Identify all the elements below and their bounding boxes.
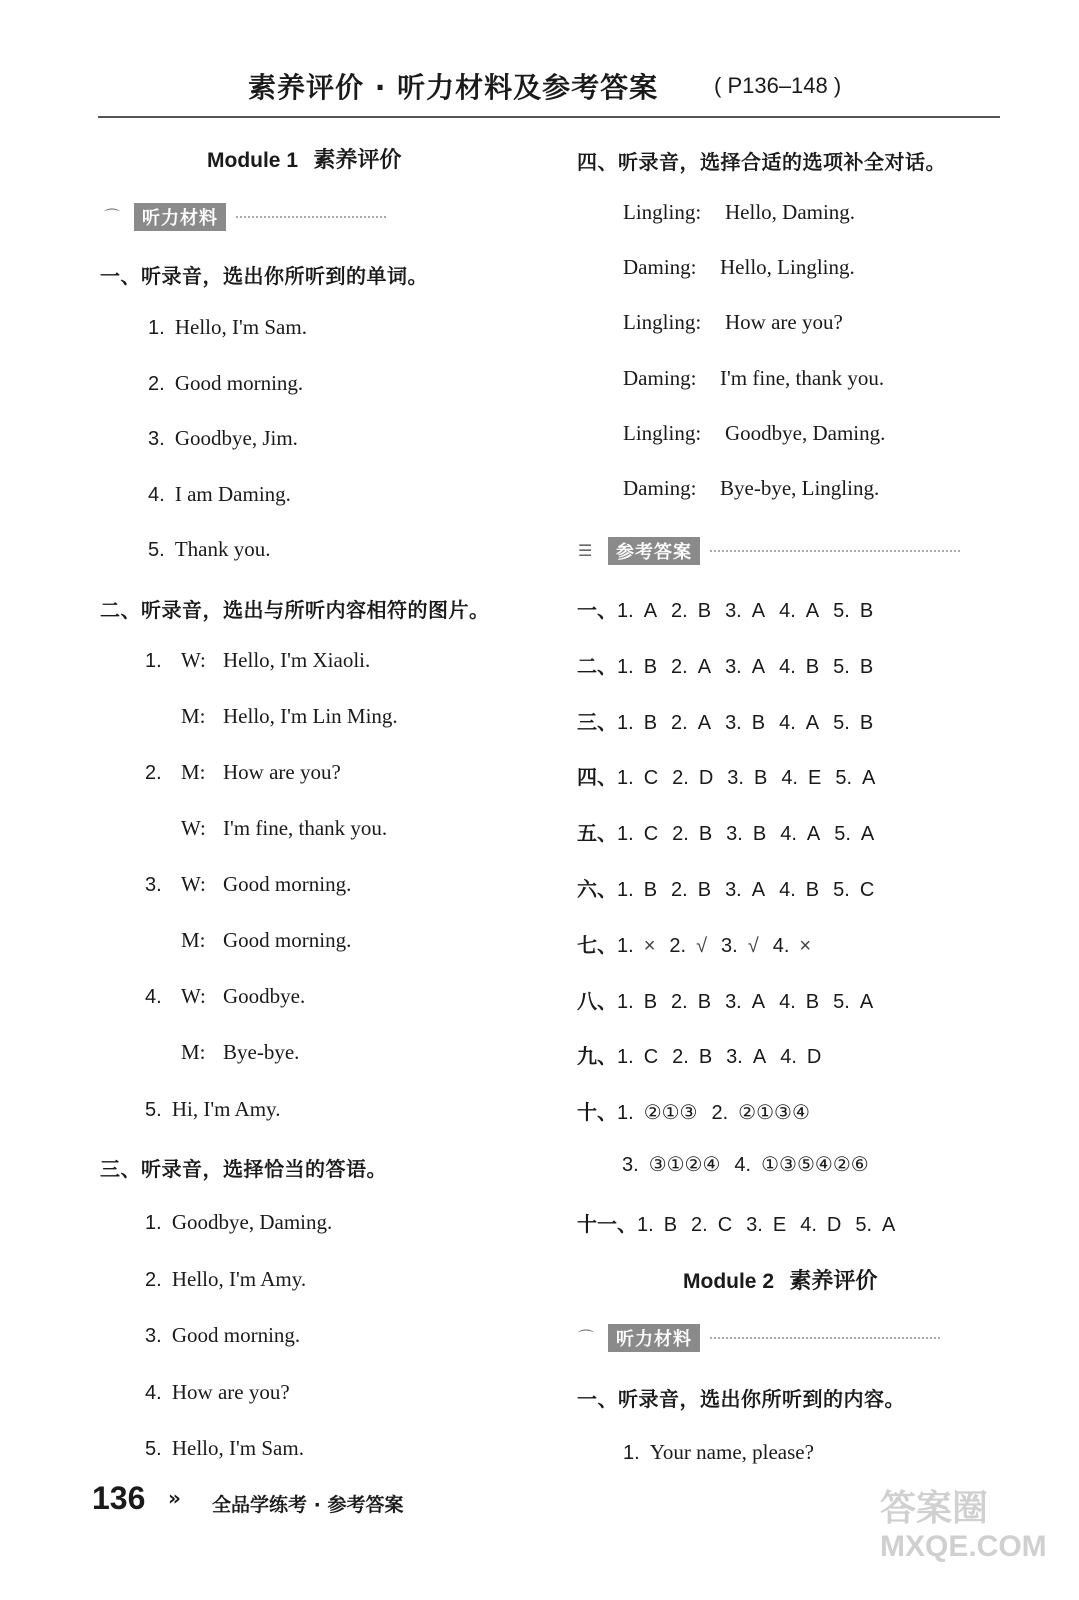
answer-key-tag: ☰ 参考答案 — [578, 537, 960, 565]
answer-value: C — [859, 879, 875, 901]
item-text: Good morning. — [174, 370, 304, 395]
question-3-heading: 三、听录音，选择恰当的答语。 — [100, 1157, 387, 1181]
item-text: Your name, please? — [649, 1440, 814, 1464]
speaker-label: W: — [181, 816, 206, 840]
answer-item — [780, 1046, 821, 1069]
answer-number: 2. — [672, 767, 689, 790]
answer-item — [725, 991, 765, 1014]
answer-number: 3. — [725, 879, 742, 901]
dialog-text: Good morning. — [223, 928, 352, 952]
item-text: Hello, I'm Sam. — [171, 1436, 304, 1460]
answer-value: B — [697, 879, 712, 901]
answer-item — [672, 823, 712, 846]
answer-number: 1. — [617, 767, 634, 790]
answer-value: B — [643, 990, 658, 1013]
answer-row — [577, 1208, 909, 1237]
answer-item — [711, 1100, 809, 1125]
item-text: Hello, I'm Amy. — [171, 1266, 307, 1291]
answer-value: A — [751, 990, 766, 1013]
answer-item — [617, 767, 658, 790]
dialog-line — [623, 366, 884, 391]
answer-number: 2. — [671, 600, 688, 622]
item-number: 2. — [145, 1268, 162, 1291]
speaker-label: Daming: — [623, 365, 697, 390]
answer-number: 2. — [671, 990, 688, 1013]
answer-item — [833, 991, 873, 1014]
answer-number: 3. — [725, 600, 742, 622]
answer-value: A — [697, 711, 712, 734]
answer-value: ②①③④ — [738, 1102, 810, 1125]
answer-number: 3. — [746, 1213, 763, 1236]
list-item — [148, 315, 307, 340]
answer-item — [671, 712, 711, 735]
answer-item — [671, 991, 711, 1014]
answer-section-label: 六、 — [577, 877, 617, 901]
answer-number: 1. — [617, 711, 634, 734]
answer-number: 5. — [833, 879, 850, 901]
answer-item — [781, 767, 821, 790]
speaker-label: Daming: — [623, 476, 697, 500]
answer-number: 3. — [727, 767, 744, 790]
answer-item — [779, 712, 819, 735]
chevron-right-icon: » — [168, 1486, 181, 1510]
answer-number: 4. — [780, 1046, 797, 1069]
answer-row — [577, 706, 887, 735]
question-2-heading: 二、听录音，选出与所听内容相符的图片。 — [100, 598, 490, 622]
answer-item — [833, 879, 874, 902]
answer-value: E — [772, 1213, 787, 1236]
answer-value: A — [882, 1213, 896, 1236]
list-item — [145, 1380, 290, 1405]
answer-item — [833, 712, 873, 735]
answer-value: ②①③ — [643, 1102, 698, 1125]
answer-number: 4. — [779, 990, 796, 1013]
module-2-title: Module 2 素养评价 — [683, 1269, 878, 1294]
answer-item — [834, 823, 874, 846]
headphones-icon: ⌒ — [578, 1328, 595, 1347]
answer-value: B — [697, 600, 712, 622]
answer-number: 3. — [726, 823, 743, 846]
answer-number: 4. — [800, 1213, 817, 1236]
list-item — [145, 1210, 332, 1235]
answer-number: 1. — [617, 934, 634, 957]
dialog-text: Good morning. — [223, 872, 352, 896]
answer-value: B — [697, 990, 712, 1013]
speaker-label: Lingling: — [623, 310, 702, 335]
page-number: 136 — [92, 1480, 146, 1516]
answer-value: √ — [696, 934, 708, 957]
page-range: ( P136–148 ) — [714, 73, 842, 98]
answer-section-label: 四、 — [577, 765, 617, 790]
speaker-label: Lingling: — [623, 200, 702, 224]
answer-value: B — [643, 711, 658, 734]
answer-number: 4. — [779, 600, 796, 622]
speaker-label: W: — [181, 648, 206, 672]
answer-value: C — [717, 1213, 733, 1236]
answer-value: ①③⑤④②⑥ — [761, 1154, 869, 1176]
answer-value: B — [805, 655, 820, 678]
answer-item — [734, 1152, 868, 1177]
dialog-text: Hello, Daming. — [725, 200, 856, 224]
answer-item — [800, 1214, 841, 1237]
answer-item — [691, 1214, 732, 1237]
answer-item — [727, 767, 767, 790]
answer-number: 1. — [637, 1213, 654, 1236]
dialog-line — [145, 984, 305, 1009]
answer-number: 2. — [691, 1213, 708, 1236]
answer-item — [725, 656, 765, 679]
item-number: 1. — [145, 1212, 162, 1234]
answer-number: 2. — [671, 655, 688, 678]
question-4-heading: 四、听录音，选择合适的选项补全对话。 — [577, 150, 946, 174]
list-item — [148, 371, 303, 396]
answer-value: B — [663, 1213, 678, 1236]
item-text: Goodbye, Daming. — [171, 1210, 333, 1234]
answer-section-label: 五、 — [577, 821, 617, 846]
answer-item — [833, 600, 873, 623]
answer-item — [779, 879, 819, 902]
list-item: 5. Hi, I'm Amy. — [145, 1097, 281, 1121]
answer-value: B — [753, 767, 768, 790]
speaker-label: Daming: — [623, 255, 697, 280]
item-text: Hello, I'm Sam. — [174, 315, 307, 339]
item-number: 3. — [145, 1325, 162, 1347]
answer-item — [725, 879, 765, 902]
speaker-label: W: — [181, 872, 206, 896]
answer-item — [835, 767, 875, 790]
answer-value: A — [806, 823, 821, 846]
answer-number: 5. — [833, 711, 850, 734]
item-number: 4. — [145, 986, 162, 1008]
answer-number: 4. — [781, 767, 798, 790]
answer-item — [746, 1214, 786, 1237]
answer-number: 4. — [772, 934, 790, 957]
speaker-label: M: — [181, 1040, 206, 1064]
speaker-label: M: — [181, 928, 206, 952]
item-number: 1. — [145, 650, 162, 672]
answer-number: 5. — [834, 823, 851, 846]
answer-row — [577, 1040, 835, 1069]
answer-item — [773, 935, 811, 958]
dialog-text: Bye-bye. — [223, 1040, 300, 1064]
answer-number: 1. — [617, 1046, 634, 1069]
answer-section-label: 八、 — [577, 988, 617, 1013]
item-number: 1. — [623, 1442, 640, 1464]
answer-item — [780, 823, 820, 846]
answer-value: × — [643, 934, 656, 957]
answer-value: B — [643, 655, 658, 678]
answer-number: 2. — [669, 934, 687, 957]
item-number: 2. — [148, 372, 165, 395]
answer-value: B — [805, 990, 820, 1013]
dialog-line — [623, 200, 855, 225]
answer-item — [779, 991, 819, 1014]
answer-number: 1. — [617, 990, 634, 1013]
item-text: I am Daming. — [174, 481, 291, 506]
answer-section-label: 九、 — [577, 1044, 617, 1069]
item-number: 5. — [145, 1438, 162, 1460]
answer-number: 3. — [622, 1154, 639, 1176]
answer-row — [577, 1096, 824, 1125]
answer-value: D — [698, 767, 714, 790]
answer-value: B — [643, 879, 658, 901]
item-text: Goodbye, Jim. — [174, 426, 298, 450]
answer-value: B — [859, 600, 874, 622]
dialog-line — [623, 310, 843, 335]
answer-number: 5. — [835, 767, 853, 790]
answer-row — [577, 594, 887, 623]
answer-value: A — [862, 767, 876, 790]
answer-value: D — [806, 1046, 822, 1069]
answer-value: D — [826, 1213, 842, 1236]
answer-number: 5. — [833, 600, 850, 622]
answer-number: 4. — [780, 823, 797, 846]
answer-value: A — [751, 600, 766, 622]
answer-item — [672, 1046, 712, 1069]
dialog-line — [145, 1040, 299, 1065]
answer-item — [617, 879, 657, 902]
speaker-label: M: — [181, 760, 206, 784]
dialog-text: How are you? — [725, 310, 843, 335]
answer-row — [577, 985, 887, 1014]
answer-item — [779, 656, 819, 679]
answer-item — [617, 935, 655, 958]
dialog-text: I'm fine, thank you. — [720, 365, 885, 390]
answer-value: C — [643, 823, 659, 846]
answer-section-label: 三、 — [577, 709, 617, 734]
answer-value: A — [752, 1046, 767, 1069]
answer-section-label: 二、 — [577, 653, 617, 678]
answer-value: B — [805, 879, 820, 901]
answer-value: A — [859, 990, 874, 1013]
answer-item — [725, 712, 765, 735]
answer-value: B — [751, 711, 766, 734]
answer-number: 2. — [672, 1046, 689, 1069]
answer-row — [577, 761, 889, 790]
list-item — [623, 1440, 814, 1465]
dialog-text: Goodbye. — [223, 984, 306, 1008]
answer-section-label: 十、 — [577, 1100, 617, 1125]
answer-number: 2. — [671, 879, 688, 901]
dialog-line — [145, 648, 370, 673]
answer-number: 3. — [726, 1046, 743, 1069]
speaker-label: Lingling: — [623, 420, 702, 445]
answer-number: 2. — [671, 711, 688, 734]
speaker-label: W: — [181, 984, 206, 1008]
item-number: 1. — [148, 317, 165, 339]
dialog-line — [145, 872, 351, 897]
page-header-title: 素养评价 · 听力材料及参考答案 — [248, 71, 659, 104]
dialog-line — [145, 928, 351, 953]
answer-value: B — [752, 823, 767, 846]
answer-number: 2. — [711, 1102, 729, 1125]
item-number: 4. — [148, 483, 165, 506]
headphones-icon: ⌒ — [104, 207, 121, 226]
answer-value: B — [698, 823, 713, 846]
answer-section-label: 七、 — [577, 932, 617, 957]
item-text: Good morning. — [171, 1323, 301, 1347]
question-1-heading: 一、听录音，选出你所听到的单词。 — [100, 264, 428, 288]
list-item — [148, 482, 291, 507]
answer-row — [577, 650, 887, 679]
answer-number: 5. — [855, 1213, 873, 1236]
answer-item — [637, 1214, 677, 1237]
dialog-line — [623, 421, 885, 446]
answer-item — [721, 935, 759, 958]
answer-item — [617, 712, 657, 735]
answer-number: 2. — [672, 823, 689, 846]
answer-row — [577, 873, 888, 902]
answer-item — [833, 656, 873, 679]
answer-value: A — [697, 655, 712, 678]
answer-value: A — [805, 600, 820, 622]
answer-row — [577, 929, 825, 958]
dialog-text: Hello, I'm Xiaoli. — [223, 648, 371, 672]
answer-item — [617, 823, 658, 846]
list-icon: ☰ — [578, 541, 593, 560]
dialog-text: Bye-bye, Lingling. — [720, 476, 880, 500]
dialog-text: Hello, I'm Lin Ming. — [223, 704, 398, 728]
answer-number: 4. — [734, 1154, 752, 1176]
answer-item — [671, 879, 711, 902]
module-2-question-1-heading: 一、听录音，选出你所听到的内容。 — [577, 1387, 905, 1411]
answer-item — [622, 1152, 720, 1177]
answer-value: B — [859, 711, 874, 734]
list-item — [148, 537, 271, 562]
answer-number: 3. — [725, 655, 742, 678]
answer-value: A — [751, 655, 766, 678]
list-item — [145, 1267, 306, 1292]
dialog-line — [623, 476, 879, 501]
answer-number: 1. — [617, 823, 634, 846]
answer-number: 5. — [833, 990, 850, 1013]
answer-value: ③①②④ — [648, 1154, 721, 1176]
dialog-line — [145, 704, 398, 729]
answer-value: A — [860, 823, 875, 846]
answer-value: C — [643, 1046, 659, 1069]
answer-number: 3. — [725, 711, 742, 734]
answer-item — [669, 935, 707, 958]
answer-item — [671, 656, 711, 679]
dialog-text: Goodbye, Daming. — [725, 420, 886, 445]
list-item — [145, 1323, 300, 1348]
dialog-text: How are you? — [223, 760, 341, 784]
answer-number: 1. — [617, 879, 634, 901]
listening-material-tag-2: ⌒ 听力材料 — [578, 1324, 940, 1352]
answer-number: 4. — [779, 655, 796, 678]
answer-row — [577, 817, 888, 846]
dialog-line — [623, 255, 855, 280]
answer-number: 3. — [721, 934, 738, 957]
answer-value: B — [698, 1046, 713, 1069]
answer-item — [779, 600, 819, 623]
answer-value: E — [808, 767, 822, 790]
dialog-text: Hello, Lingling. — [720, 255, 855, 280]
item-text: How are you? — [171, 1379, 290, 1404]
answer-item — [855, 1214, 895, 1237]
speaker-label: M: — [181, 704, 206, 728]
answer-item — [726, 1046, 766, 1069]
item-text: Thank you. — [174, 537, 271, 561]
answer-row — [622, 1152, 883, 1177]
answer-item — [672, 767, 713, 790]
answer-item — [726, 823, 766, 846]
answer-number: 1. — [617, 655, 634, 678]
dialog-text: I'm fine, thank you. — [223, 816, 388, 840]
answer-number: 4. — [779, 879, 796, 901]
item-number: 2. — [145, 762, 162, 784]
item-number: 4. — [145, 1381, 162, 1404]
watermark-url: MXQE.COM — [880, 1530, 1047, 1563]
answer-value: × — [799, 934, 812, 957]
answer-item — [671, 600, 711, 623]
answer-value: A — [751, 879, 766, 901]
dialog-line — [145, 816, 387, 841]
answer-item — [617, 1046, 658, 1069]
answer-section-label: 一、 — [577, 598, 617, 622]
answer-value: A — [805, 711, 820, 734]
book-title: 全品学练考 · 参考答案 — [212, 1494, 404, 1516]
answer-item — [617, 1100, 697, 1125]
listening-material-tag: ⌒ 听力材料 — [104, 203, 386, 231]
item-number: 3. — [148, 428, 165, 450]
list-item — [148, 426, 298, 451]
answer-number: 3. — [725, 990, 742, 1013]
answer-value: C — [643, 767, 659, 790]
item-number: 5. — [148, 539, 165, 561]
answer-item — [617, 656, 657, 679]
module-1-title: Module 1 素养评价 — [207, 148, 402, 173]
answer-section-label: 十一、 — [577, 1211, 637, 1236]
answer-item — [617, 600, 657, 623]
answer-value: √ — [747, 934, 759, 957]
watermark-logo: 答案圈 — [880, 1488, 989, 1529]
answer-number: 1. — [617, 600, 634, 622]
answer-number: 4. — [779, 711, 796, 734]
answer-item — [617, 991, 657, 1014]
answer-number: 1. — [617, 1102, 634, 1125]
answer-value: B — [859, 655, 874, 678]
answer-item — [725, 600, 765, 623]
item-number: 3. — [145, 874, 162, 896]
answer-value: A — [643, 600, 658, 622]
list-item — [145, 1436, 304, 1461]
answer-number: 5. — [833, 655, 850, 678]
header-divider — [98, 116, 1000, 118]
dialog-line — [145, 760, 341, 785]
